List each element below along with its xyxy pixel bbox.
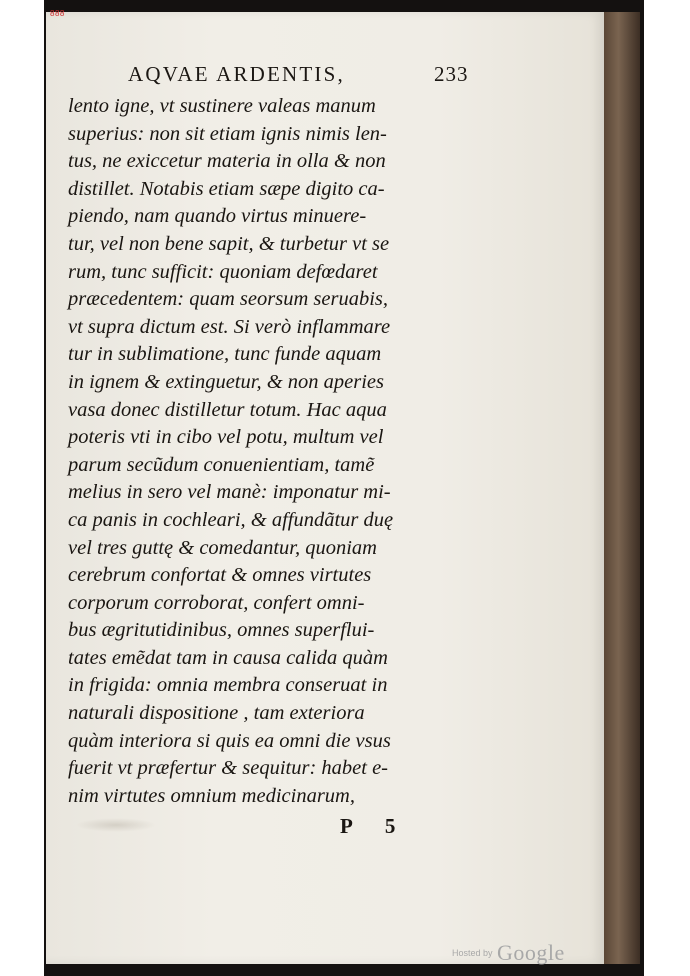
text-line: corporum corroborat, confert omni- (68, 591, 365, 614)
text-line: superius: non sit etiam ignis nimis len- (68, 122, 387, 145)
page-header (0, 62, 690, 92)
text-line: distillet. Notabis etiam sæpe digito ca- (68, 177, 385, 200)
text-line: cerebrum confortat & omnes virtutes (68, 564, 372, 587)
body-text (68, 93, 488, 810)
text-line: tur in sublimatione, tunc funde aquam (68, 343, 382, 366)
google-watermark (452, 940, 565, 966)
google-logo: Google (496, 940, 565, 965)
text-line: parum secũdum conuenientiam, tamẽ (68, 453, 375, 476)
text-line: poteris vti in cibo vel potu, multum vel (68, 426, 384, 449)
text-line: ca panis in cochleari, & affundãtur duę (68, 508, 394, 531)
text-line: bus ægritutidinibus, omnes superflui- (68, 619, 375, 642)
book-gutter (604, 12, 640, 964)
page-number: 233 (434, 62, 469, 86)
text-line: melius in sero vel manè: imponatur mi- (68, 481, 391, 504)
running-head: AQVAE ARDENTIS, (128, 62, 345, 86)
text-line: fuerit vt præfertur & sequitur: habet e- (68, 757, 388, 780)
text-line: quàm interiora si quis ea omni die vsus (68, 729, 391, 752)
scan-corner-mark: 888 (50, 9, 65, 18)
ink-smudge (76, 818, 156, 832)
text-line: tates emẽdat tam in causa calida quàm (68, 646, 388, 669)
text-line: tur, vel non bene sapit, & turbetur vt se (68, 232, 390, 255)
text-line: vasa donec distilletur totum. Hac aqua (68, 398, 387, 421)
text-line: rum, tunc sufficit: quoniam defœdaret (68, 260, 378, 283)
signature-mark: P 5 (340, 814, 410, 838)
hosted-by-label: Hosted by (452, 948, 493, 958)
text-line: nim virtutes omnium medicinarum, (68, 784, 355, 807)
text-line: tus, ne exiccetur materia in olla & non (68, 150, 386, 173)
text-line: vt supra dictum est. Si verò inflammare (68, 315, 391, 338)
text-line: lento igne, vt sustinere valeas manum (68, 95, 376, 117)
text-line: vel tres guttę & comedantur, quoniam (68, 536, 377, 559)
text-line: in frigida: omnia membra conseruat in (68, 674, 388, 697)
text-line: in ignem & extinguetur, & non aperies (68, 370, 384, 393)
text-line: naturali dispositione , tam exteriora (68, 702, 365, 725)
text-line: præcedentem: quam seorsum seruabis, (68, 288, 388, 311)
text-line: piendo, nam quando virtus minuere- (68, 205, 367, 228)
